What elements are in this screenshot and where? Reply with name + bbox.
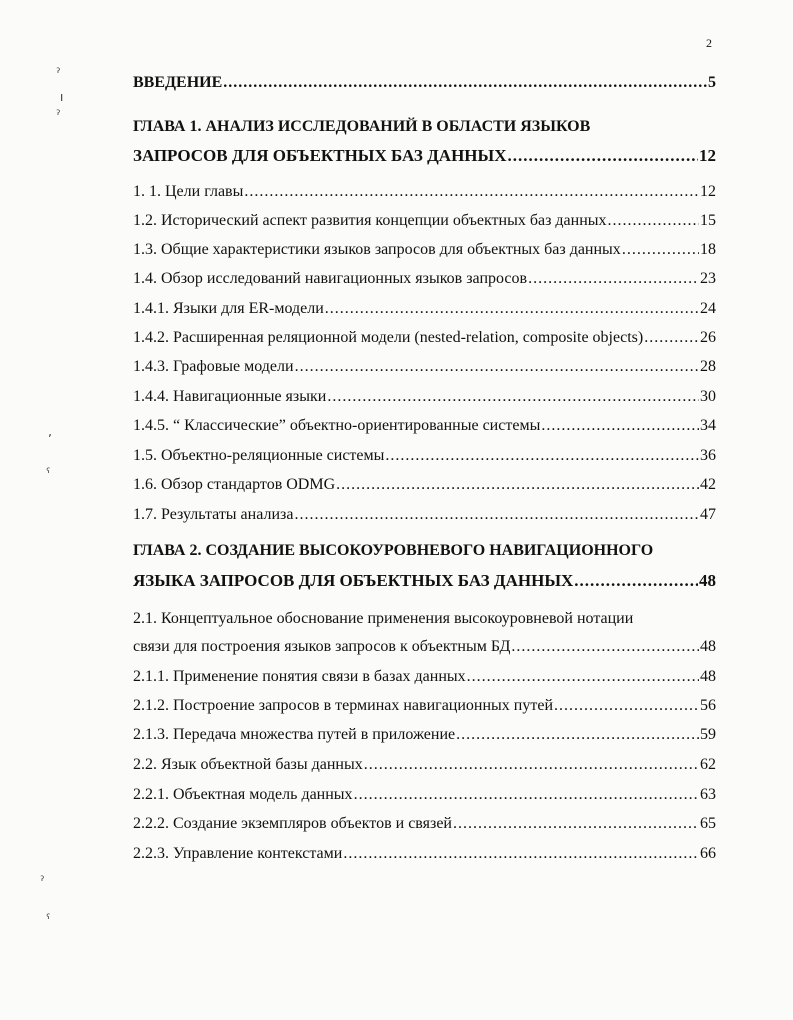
- scan-mark-3: ˀ: [56, 108, 61, 122]
- toc-entry[interactable]: 2.2.2. Создание экземпляров объектов и связей ..... 65: [133, 814, 716, 834]
- chapter2-heading-line1[interactable]: ГЛАВА 2. СОЗДАНИЕ ВЫСОКОУРОВНЕВОГО НАВИГАЦИОННОГО: [133, 542, 654, 559]
- scan-mark-6: ˀ: [40, 874, 45, 888]
- toc-entry[interactable]: 1.4.3. Графовые модели ..... 28: [133, 357, 716, 377]
- scan-mark-1: ˀ: [56, 66, 61, 80]
- toc-entry[interactable]: 1.4.2. Расширенная реляционной модели (nested-relation, composite objects) ..... 26: [133, 328, 716, 348]
- toc-entry-chapter1[interactable]: ЗАПРОСОВ ДЛЯ ОБЪЕКТНЫХ БАЗ ДАННЫХ ..... 12: [133, 146, 716, 166]
- toc-entry-2-1[interactable]: связи для построения языков запросов к объектным БД ..... 48: [133, 637, 716, 657]
- toc-entry[interactable]: 1.4.4. Навигационные языки ..... 30: [133, 387, 716, 407]
- page-number: 2: [706, 36, 712, 50]
- toc-entry[interactable]: 1.6. Обзор стандартов ODMG ..... 42: [133, 475, 716, 495]
- toc-entry[interactable]: 1.2. Исторический аспект развития концепции объектных баз данных ..... 15: [133, 211, 716, 231]
- toc-entry[interactable]: 2.2.1. Объектная модель данных ..... 63: [133, 785, 716, 805]
- toc-entry[interactable]: 2.1.3. Передача множества путей в приложение ..... 59: [133, 725, 716, 745]
- toc-entry-2-1-line1[interactable]: 2.1. Концептуальное обоснование применения высокоуровневой нотации: [133, 610, 634, 627]
- scan-mark-5: ˁ: [46, 466, 51, 480]
- scan-mark-7: ˁ: [46, 912, 51, 926]
- toc-entry[interactable]: 1.3. Общие характеристики языков запросов для объектных баз данных ..... 18: [133, 240, 716, 260]
- toc-entry[interactable]: 1.5. Объектно-реляционные системы ..... 36: [133, 446, 716, 466]
- scan-mark-4: ʼ: [48, 432, 52, 446]
- toc-entry[interactable]: 2.2.3. Управление контекстами ..... 66: [133, 844, 716, 864]
- toc-entry[interactable]: 2.1.1. Применение понятия связи в базах данных ..... 48: [133, 667, 716, 687]
- toc-entry-chapter2[interactable]: ЯЗЫКА ЗАПРОСОВ ДЛЯ ОБЪЕКТНЫХ БАЗ ДАННЫХ ..... 48: [133, 571, 716, 591]
- toc-entry[interactable]: 1.4.1. Языки для ER-модели ..... 24: [133, 299, 716, 319]
- scan-mark-2: ı: [60, 90, 64, 104]
- toc-entry[interactable]: 1. 1. Цели главы ..... 12: [133, 182, 716, 202]
- toc-entry[interactable]: 2.2. Язык объектной базы данных ..... 62: [133, 755, 716, 775]
- chapter1-heading-line1[interactable]: ГЛАВА 1. АНАЛИЗ ИССЛЕДОВАНИЙ В ОБЛАСТИ ЯЗЫКОВ: [133, 118, 591, 135]
- toc-entry-intro[interactable]: ВВЕДЕНИЕ ..... 5: [133, 73, 716, 93]
- toc-entry[interactable]: 1.7. Результаты анализа ..... 47: [133, 505, 716, 525]
- toc-entry[interactable]: 2.1.2. Построение запросов в терминах навигационных путей ..... 56: [133, 696, 716, 716]
- toc-entry[interactable]: 1.4. Обзор исследований навигационных языков запросов ..... 23: [133, 269, 716, 289]
- toc-entry[interactable]: 1.4.5. “ Классические” объектно-ориентированные системы ..... 34: [133, 416, 716, 436]
